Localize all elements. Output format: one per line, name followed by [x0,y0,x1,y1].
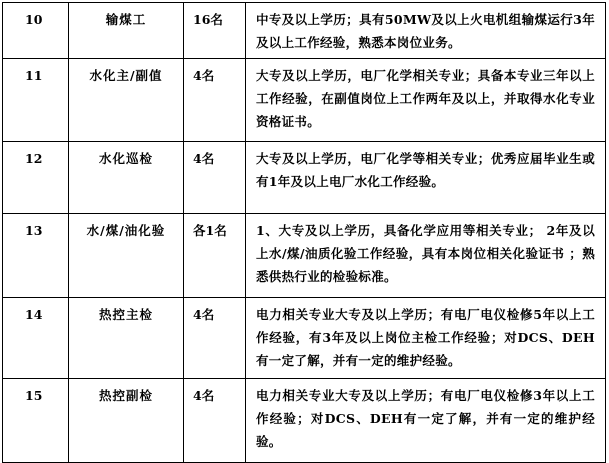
headcount: 4名 [184,298,246,379]
row-number: 13 [3,214,69,298]
row-number: 12 [3,142,69,214]
position-name: 热控主检 [69,298,184,379]
position-name: 水/煤/油化验 [69,214,184,298]
position-name: 热控副检 [69,379,184,463]
requirement-text: 电力相关专业大专及以上学历；有电厂电仪检修3年以上工作经验；对DCS、DEH有一定了解，并有一定的维护经验。 [246,379,606,463]
table-row [3,298,606,379]
position-name: 水化主/副值 [69,59,184,142]
table-row [3,214,606,298]
row-number: 14 [3,298,69,379]
headcount: 各1名 [184,214,246,298]
headcount: 4名 [184,142,246,214]
table-row [3,59,606,142]
row-number: 10 [3,3,69,59]
position-name: 水化巡检 [69,142,184,214]
table-row [3,379,606,463]
position-name: 输煤工 [69,3,184,59]
table-row [3,142,606,214]
requirement-text: 大专及以上学历，电厂化学等相关专业；优秀应届毕业生或有1年及以上电厂水化工作经验。 [246,142,606,214]
requirement-text: 大专及以上学历，电厂化学相关专业；具备本专业三年以上工作经验，在副值岗位上工作两年及以上，并取得水化专业资格证书。 [246,59,606,142]
headcount: 16名 [184,3,246,59]
headcount: 4名 [184,379,246,463]
table-row [3,3,606,59]
requirement-text: 电力相关专业大专及以上学历；有电厂电仪检修5年以上工作经验，有3年及以上岗位主检工作经验；对DCS、DEH有一定了解，并有一定的维护经验。 [246,298,606,379]
row-number: 15 [3,379,69,463]
requirement-text: 1、大专及以上学历，具备化学应用等相关专业； 2年及以上水/煤/油质化验工作经验，具有本岗位相关化验证书 ；熟悉供热行业的检验标准。 [246,214,606,298]
job-requirements-table [2,2,606,463]
headcount: 4名 [184,59,246,142]
row-number: 11 [3,59,69,142]
requirement-text: 中专及以上学历；具有50MW及以上火电机组输煤运行3年及以上工作经验，熟悉本岗位业务。 [246,3,606,59]
